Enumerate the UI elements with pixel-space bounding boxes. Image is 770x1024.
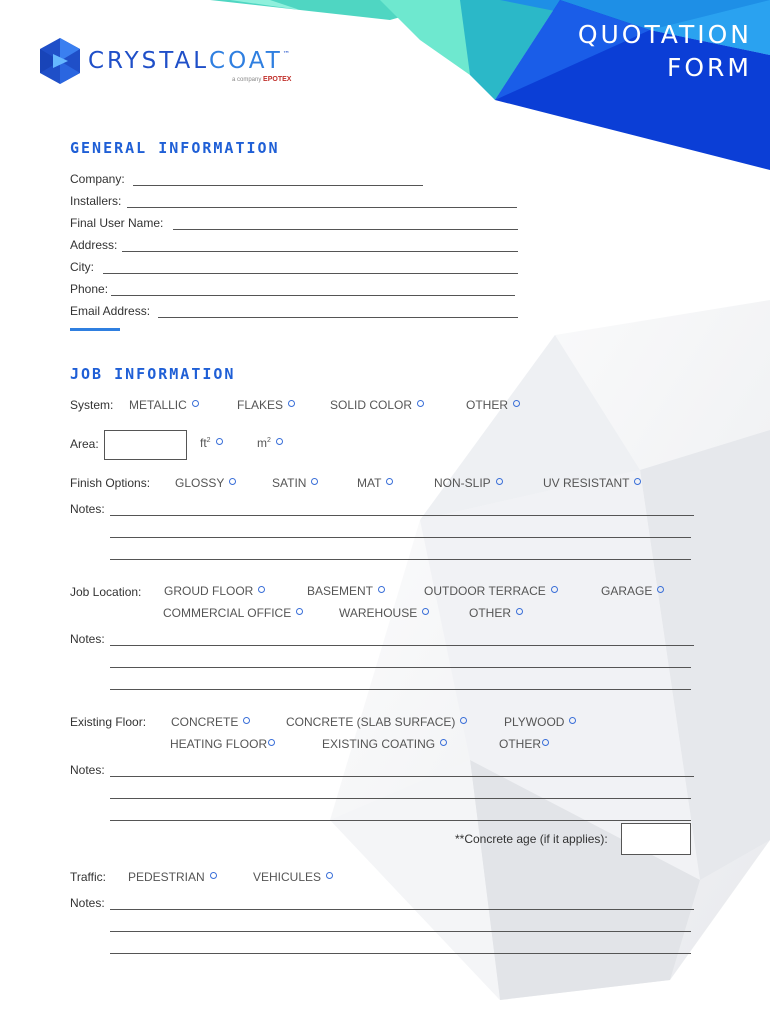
floor-option-other[interactable]: OTHER: [499, 737, 549, 751]
logo-word-coat: COAT: [209, 48, 283, 74]
finish-options-label: Finish Options:: [70, 476, 151, 490]
radio-icon[interactable]: [657, 586, 664, 593]
floor-option-heating-floor[interactable]: HEATING FLOOR: [170, 737, 275, 751]
section-title-job: JOB INFORMATION: [70, 365, 236, 383]
radio-icon[interactable]: [243, 717, 250, 724]
location-option-outdoor-terrace[interactable]: OUTDOOR TERRACE: [424, 584, 558, 598]
finish-notes-line[interactable]: [110, 515, 694, 516]
phone-field[interactable]: [111, 295, 515, 296]
section-title-general: GENERAL INFORMATION: [70, 139, 280, 157]
job-location-label: Job Location:: [70, 585, 142, 599]
section-divider: [70, 328, 120, 331]
radio-icon[interactable]: [210, 872, 217, 879]
location-option-warehouse[interactable]: WAREHOUSE: [339, 606, 429, 620]
radio-icon[interactable]: [258, 586, 265, 593]
location-notes-line[interactable]: [110, 689, 691, 690]
logo-brand: EPOTEX: [263, 76, 292, 83]
radio-icon[interactable]: [422, 608, 429, 615]
field-label-company: Company:: [70, 172, 125, 186]
email-field[interactable]: [158, 317, 518, 318]
floor-notes-label: Notes:: [70, 763, 105, 777]
city-field[interactable]: [103, 273, 518, 274]
radio-icon[interactable]: [276, 438, 283, 445]
finish-option-non-slip[interactable]: NON-SLIP: [434, 476, 503, 490]
radio-icon[interactable]: [311, 478, 318, 485]
traffic-option-pedestrian[interactable]: PEDESTRIAN: [128, 870, 217, 884]
system-label: System:: [70, 398, 114, 412]
radio-icon[interactable]: [386, 478, 393, 485]
area-unit-ft2[interactable]: $ft^2$: [200, 436, 223, 450]
logo-word-crystal: CRYSTAL: [88, 48, 210, 74]
location-notes-label: Notes:: [70, 632, 105, 646]
concrete-age-input[interactable]: [621, 823, 691, 855]
location-option-garage[interactable]: GARAGE: [601, 584, 664, 598]
floor-notes-line[interactable]: [110, 776, 694, 777]
radio-icon[interactable]: [634, 478, 641, 485]
logo-subtitle: a company EPOTEX: [232, 76, 292, 83]
radio-icon[interactable]: [296, 608, 303, 615]
page-title-line1: QUOTATION: [577, 20, 752, 49]
installers-field[interactable]: [127, 207, 517, 208]
traffic-notes-line[interactable]: [110, 909, 694, 910]
traffic-notes-line[interactable]: [110, 953, 691, 954]
traffic-label: Traffic:: [70, 870, 107, 884]
location-option-other[interactable]: OTHER: [469, 606, 523, 620]
page-title-line2: FORM: [667, 53, 752, 82]
traffic-option-vehicules[interactable]: VEHICULES: [253, 870, 333, 884]
radio-icon[interactable]: [551, 586, 558, 593]
traffic-notes-label: Notes:: [70, 896, 105, 910]
field-label-installers: Installers:: [70, 194, 122, 208]
area-label: Area:: [70, 437, 99, 451]
radio-icon[interactable]: [288, 400, 295, 407]
radio-icon[interactable]: [513, 400, 520, 407]
finish-option-mat[interactable]: MAT: [357, 476, 393, 490]
finish-notes-line[interactable]: [110, 559, 691, 560]
concrete-age-label: **Concrete age (if it applies):: [455, 832, 608, 846]
radio-icon[interactable]: [417, 400, 424, 407]
location-option-basement[interactable]: BASEMENT: [307, 584, 385, 598]
field-label-final-user: Final User Name:: [70, 216, 164, 230]
radio-icon[interactable]: [440, 739, 447, 746]
floor-notes-line[interactable]: [110, 798, 691, 799]
radio-icon[interactable]: [229, 478, 236, 485]
radio-icon[interactable]: [216, 438, 223, 445]
area-input[interactable]: [104, 430, 187, 460]
floor-option-plywood[interactable]: PLYWOOD: [504, 715, 576, 729]
finish-option-satin[interactable]: SATIN: [272, 476, 318, 490]
location-option-commercial-office[interactable]: COMMERCIAL OFFICE: [163, 606, 303, 620]
field-label-address: Address:: [70, 238, 118, 252]
radio-icon[interactable]: [460, 717, 467, 724]
floor-notes-line[interactable]: [110, 820, 691, 821]
company-field[interactable]: [133, 185, 423, 186]
system-option-other[interactable]: OTHER: [466, 398, 520, 412]
finish-notes-label: Notes:: [70, 502, 105, 516]
area-unit-m2[interactable]: $m^2$: [257, 436, 283, 450]
existing-floor-label: Existing Floor:: [70, 715, 147, 729]
field-label-email: Email Address:: [70, 304, 151, 318]
system-option-flakes[interactable]: FLAKES: [237, 398, 295, 412]
floor-option-concrete-slab[interactable]: CONCRETE (SLAB SURFACE): [286, 715, 467, 729]
system-option-solid-color[interactable]: SOLID COLOR: [330, 398, 424, 412]
final-user-name-field[interactable]: [173, 229, 518, 230]
radio-icon[interactable]: [378, 586, 385, 593]
location-notes-line[interactable]: [110, 645, 694, 646]
logo-tm: ™: [282, 50, 293, 58]
field-label-phone: Phone:: [70, 282, 109, 296]
radio-icon[interactable]: [496, 478, 503, 485]
address-field[interactable]: [122, 251, 518, 252]
field-label-city: City:: [70, 260, 94, 274]
finish-option-glossy[interactable]: GLOSSY: [175, 476, 236, 490]
floor-option-existing-coating[interactable]: EXISTING COATING: [322, 737, 447, 751]
system-option-metallic[interactable]: METALLIC: [129, 398, 199, 412]
crystalcoat-logo-icon: [40, 38, 80, 84]
radio-icon[interactable]: [516, 608, 523, 615]
finish-option-uv-resistant[interactable]: UV RESISTANT: [543, 476, 641, 490]
location-notes-line[interactable]: [110, 667, 691, 668]
traffic-notes-line[interactable]: [110, 931, 691, 932]
finish-notes-line[interactable]: [110, 537, 691, 538]
logo-wordmark: [88, 48, 293, 74]
location-option-ground-floor[interactable]: GROUD FLOOR: [164, 584, 265, 598]
radio-icon[interactable]: [268, 739, 275, 746]
radio-icon[interactable]: [192, 400, 199, 407]
radio-icon[interactable]: [569, 717, 576, 724]
radio-icon[interactable]: [542, 739, 549, 746]
floor-option-concrete[interactable]: CONCRETE: [171, 715, 250, 729]
radio-icon[interactable]: [326, 872, 333, 879]
